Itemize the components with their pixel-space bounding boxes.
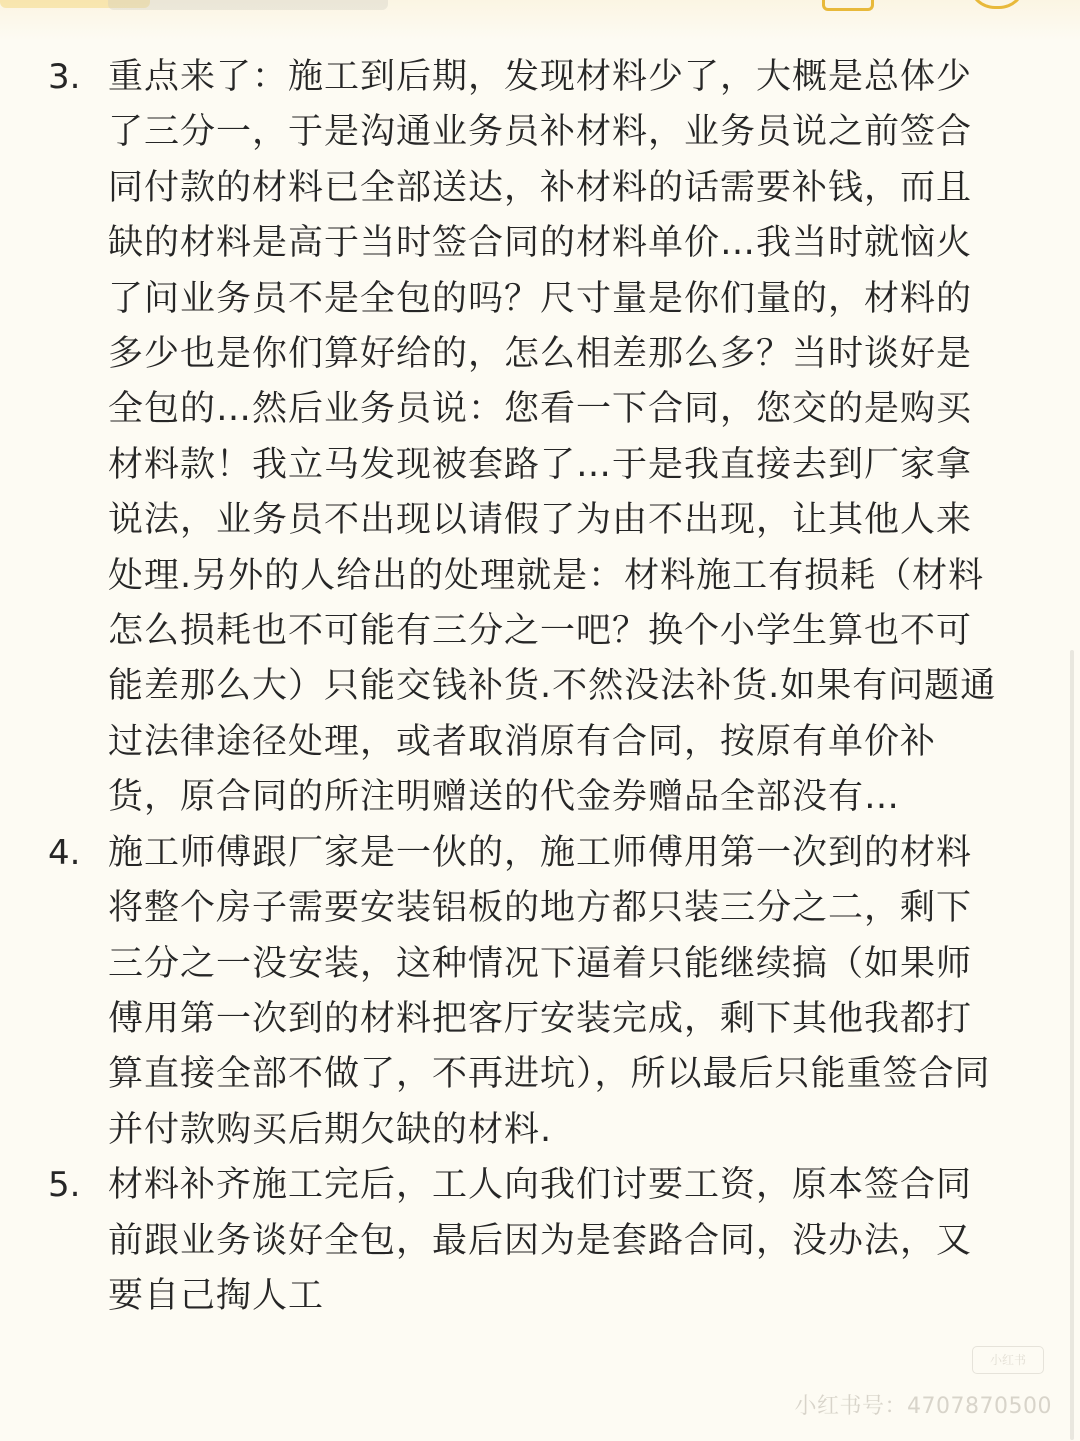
- watermark-id: 小红书号：4707870500: [794, 1394, 1052, 1419]
- cropped-icon-fragment: [822, 0, 874, 11]
- list-item-text: 重点来了：施工到后期，发现材料少了，大概是总体少了三分一，于是沟通业务员补材料，业务员说之前签合同付款的材料已全部送达，补材料的话需要补钱，而且缺的材料是高于当时签合同的材料单价…我当时就恼火了问业务员不是全包的吗？尺寸量是你们量的，材料的多少也是你们算好给的，怎么相差那么多？当时谈好是全包的…然后业务员说：您看一下合同，您交的是购买材料款！我立马发现被套路了…于是我直接去到厂家拿说法，业务员不出现以请假了为由不出现，让其他人来处理.另外的人给出的处理就是：材料施工有损耗（材料怎么损耗也不可能有三分之一吧？换个小学生算也不可能差那么大）只能交钱补货.不然没法补货.如果有问题通过法律途径处理，或者取消原有合同，按原有单价补货，原合同的所注明赠送的代金券赠品全部没有…: [108, 57, 997, 818]
- cropped-header-fragment: [108, 0, 388, 10]
- watermark-badge: 小红书: [972, 1346, 1044, 1374]
- list-item-number: 3.: [48, 57, 81, 97]
- list-item-number: 4.: [48, 832, 81, 873]
- list-item: [48, 50, 998, 826]
- list-item: [48, 826, 998, 1158]
- list-item: [48, 1158, 998, 1324]
- scrollbar[interactable]: [1070, 650, 1074, 1440]
- list-item-text: 材料补齐施工完后，工人向我们讨要工资，原本签合同前跟业务谈好全包，最后因为是套路合同，没办法，又要自己掏人工: [108, 1165, 973, 1316]
- list-item-number: 5.: [48, 1165, 81, 1206]
- note-body: [48, 50, 998, 1324]
- list-item-text: 施工师傅跟厂家是一伙的，施工师傅用第一次到的材料将整个房子需要安装铝板的地方都只装三分之二，剩下三分之一没安装，这种情况下逼着只能继续搞（如果师傅用第一次到的材料把客厅安装完成，剩下其他我都打算直接全部不做了，不再进坑），所以最后只能重签合同并付款购买后期欠缺的材料.: [108, 832, 991, 1150]
